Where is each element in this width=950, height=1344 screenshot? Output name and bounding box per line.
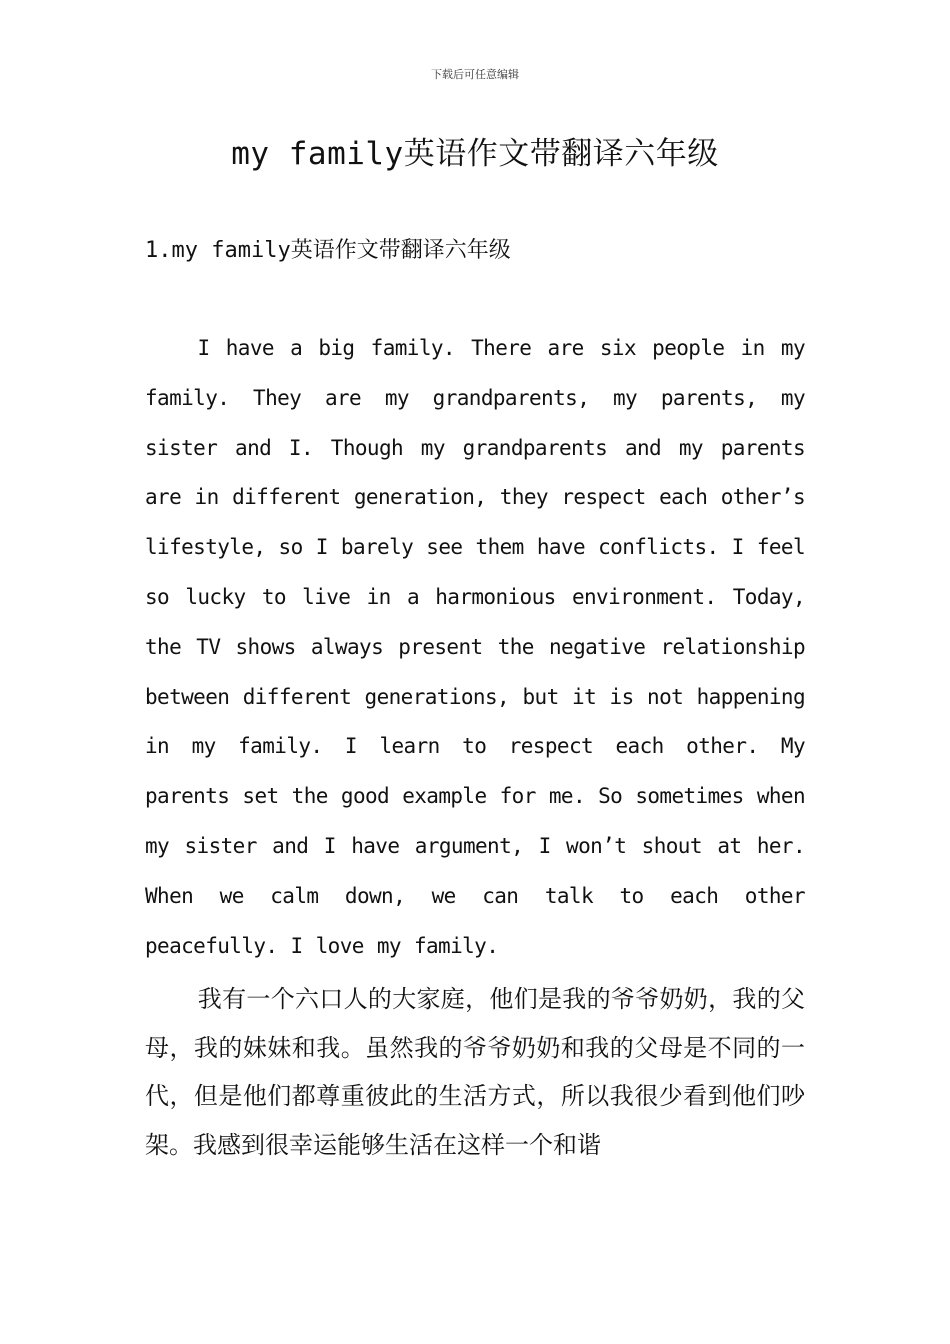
document-body	[145, 324, 805, 1169]
section-heading: 1.my family英语作文带翻译六年级	[145, 238, 511, 263]
chinese-paragraph: 我有一个六口人的大家庭，他们是我的爷爷奶奶，我的父母，我的妹妹和我。虽然我的爷爷奶奶和我的父母是不同的一代，但是他们都尊重彼此的生活方式，所以我很少看到他们吵架。我感到很幸运能够生活在这样一个和谐	[145, 985, 805, 1159]
header-note: 下载后可任意编辑	[431, 68, 519, 81]
english-paragraph: I have a big family. There are six people in my family. They are my grandparents, my parents, my sister and I. Though my grandparents and my parents are in different generation, they respect each other’s lifestyle, so I barely see them have conflicts. I feel so lucky to live in a harmonious environment. Today, the TV shows always present the negative relationship between different generations, but it is not happening in my family. I learn to respect each other. My parents set the good example for me. So sometimes when my sister and I have argument, I won’t shout at her. When we calm down, we can talk to each other peacefully. I love my family.	[145, 336, 805, 958]
document-title: my family英语作文带翻译六年级	[231, 136, 719, 172]
